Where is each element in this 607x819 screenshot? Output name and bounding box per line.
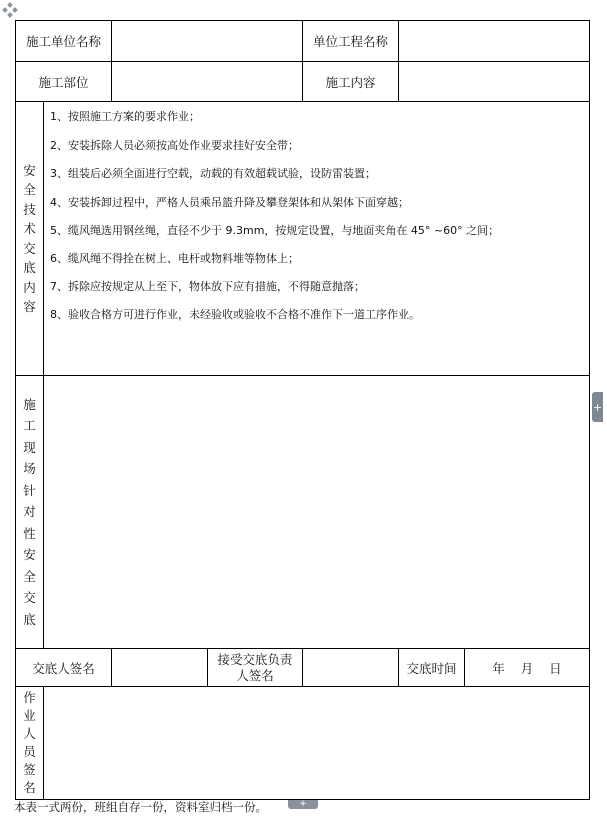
discloser-label: 交底人签名 — [32, 660, 95, 676]
plus-icon[interactable]: + — [288, 800, 318, 809]
safety-item: 7、拆除应按规定从上至下，物体放下应有措施，不得随意抛落； — [50, 280, 365, 293]
workers-section-label: 作 业 人 员 签 名 — [23, 690, 36, 795]
unit-name-field[interactable] — [112, 21, 302, 61]
plus-icon[interactable]: + — [592, 392, 603, 422]
safety-section-label: 安 全 技 术 交 底 内 容 — [23, 162, 36, 314]
content-label: 施工内容 — [325, 74, 376, 90]
content-field[interactable] — [399, 62, 589, 101]
site-field[interactable] — [112, 62, 302, 101]
discloser-signature-field[interactable] — [112, 649, 207, 686]
safety-item: 2、安装拆除人员必须按高处作业要求挂好安全带； — [50, 139, 299, 152]
safety-item: 6、缆风绳不得拴在树上、电杆或物料堆等物体上； — [50, 252, 299, 265]
receiver-label: 接受交底负责 人签名 — [217, 651, 293, 683]
safety-item: 1、按照施工方案的要求作业； — [50, 110, 200, 123]
project-name-field[interactable] — [399, 21, 589, 61]
site-section-label: 施 工 现 场 针 对 性 安 全 交 底 — [23, 396, 36, 627]
date-field[interactable]: 年 月 日 — [492, 660, 562, 676]
safety-item: 4、安装拆卸过程中，严格人员乘吊篮升降及攀登架体和从架体下面穿越； — [50, 196, 409, 209]
site-section-content[interactable] — [44, 376, 589, 648]
move-anchor-icon[interactable] — [2, 2, 18, 18]
safety-item: 3、组装后必须全面进行空载，动载的有效超载试验，设防雷装置； — [50, 167, 376, 180]
time-label: 交底时间 — [406, 660, 457, 676]
site-label: 施工部位 — [38, 74, 89, 90]
project-name-label: 单位工程名称 — [312, 34, 388, 49]
workers-signature-field[interactable] — [44, 687, 589, 799]
safety-item: 5、缆风绳选用钢丝绳，直径不少于 9.3mm，按规定设置，与地面夹角在 45° ~60° 之间； — [50, 224, 500, 237]
safety-item: 8、验收合格方可进行作业，未经验收或验收不合格不准作下一道工序作业。 — [50, 308, 420, 321]
unit-name-label: 施工单位名称 — [25, 34, 101, 49]
footer-note: 本表一式两份，班组自存一份，资料室归档一份。 — [14, 800, 267, 814]
receiver-signature-field[interactable] — [303, 649, 398, 686]
